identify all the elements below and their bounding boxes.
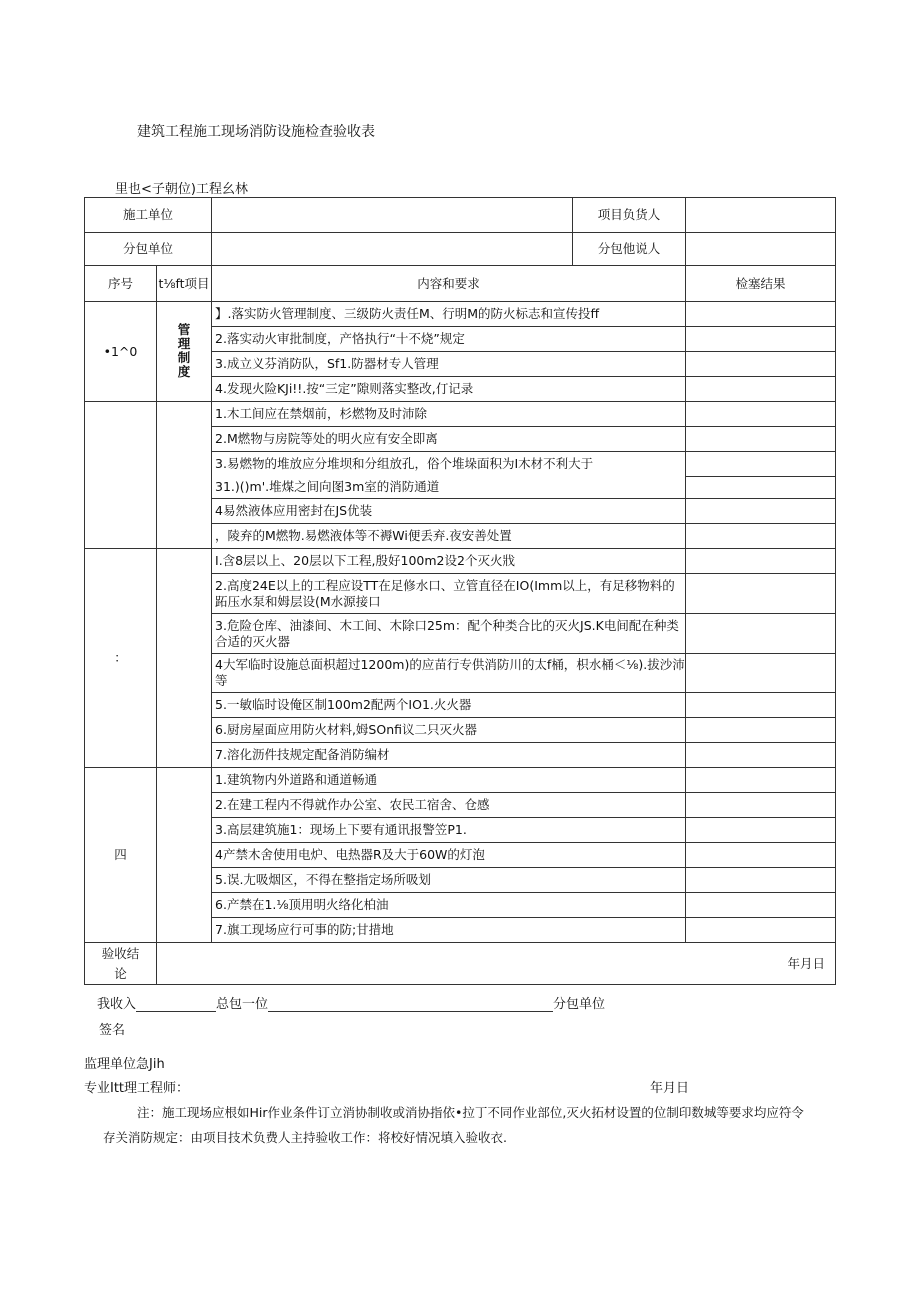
content-cell: 6.厨房屋面应用防火材料,姆SOnfi议二只灭火器 [212,718,686,743]
construction-unit-label: 施工单位 [85,198,212,233]
supervision-unit-label: 监理单位急Jih [84,1057,165,1072]
conclusion-date: 年月日 [787,955,826,971]
group-item [157,549,212,768]
result-cell[interactable] [686,768,836,793]
result-cell[interactable] [686,843,836,868]
subcontract-person-label: 分包他说人 [573,233,686,266]
general-contractor-blank[interactable] [268,998,553,1012]
content-cell: 4大军临时设施总面枳超过1200m)的应苗行专供消防川的太f桶，枳水桶＜⅛).拔沙沛等 [212,654,686,693]
result-cell[interactable] [686,327,836,352]
group-item [157,302,212,402]
result-cell[interactable] [686,793,836,818]
group-seq: 四 [85,768,157,943]
group-seq: •1^0 [85,302,157,402]
subcontractor-label: 分包单位 [553,997,606,1012]
result-cell[interactable] [686,574,836,614]
result-cell[interactable] [686,524,836,549]
group-seq [85,402,157,549]
content-cell: 3.易燃物的堆放应分堆坝和分组放孔，俗个堆垛面积为I木材不利大于 [212,452,686,477]
table-row [85,302,836,327]
note-line-2: 存关消防规定：由项目技术负费人主持验收工作：将校好情况填入验收衣. [103,1130,507,1145]
content-cell: 2.高度24E以上的工程应设TT在足修水口、立管直径在IO(Imm以上，有足移物料的跖压水泵和姆层设(M水源接口 [212,574,686,614]
group-item [157,768,212,943]
accept-label: 我收入 [97,997,137,1012]
result-cell[interactable] [686,477,836,499]
result-cell[interactable] [686,693,836,718]
result-header: 检塞结果 [686,266,836,302]
result-cell[interactable] [686,302,836,327]
content-cell: 1.建筑物内外道路和通道畅通 [212,768,686,793]
result-cell[interactable] [686,614,836,654]
content-cell: 3.危险仓库、油漆间、木工间、木除口25m：配个种类合比的灭火JS.K电间配在种类合适的灭火器 [212,614,686,654]
result-cell[interactable] [686,818,836,843]
result-cell[interactable] [686,868,836,893]
group-item [157,402,212,549]
result-cell[interactable] [686,377,836,402]
result-cell[interactable] [686,427,836,452]
supervision-engineer-label: 专业Itt理工程师： [84,1081,190,1096]
result-cell[interactable] [686,549,836,574]
content-cell: 4产禁木舍使用电炉、电热器R及大于60W的灯泡 [212,843,686,868]
accept-blank[interactable] [136,998,216,1012]
subcontract-unit-label: 分包单位 [85,233,212,266]
content-cell: 31.)()m'.堆煤之间向图3m室的消防通道 [212,477,686,499]
content-cell: 1.木工间应在禁烟前，杉燃物及时沛除 [212,402,686,427]
content-cell: 】.落实防火管理制度、三级防火责任M、行明M的防火标志和宣传投ff [212,302,686,327]
content-cell: 3.成立义芬消防队，Sf1.防器材专人管理 [212,352,686,377]
conclusion-label: 验收结论 [85,943,157,985]
signature-line [97,993,605,1012]
group-seq: ： [85,549,157,768]
subcontract-person-value[interactable] [686,233,836,266]
group-item-label: 管理制度 [177,322,191,379]
project-name-label: 里也<子朝位)工程幺林 [115,182,248,197]
result-cell[interactable] [686,352,836,377]
subcontract-unit-value[interactable] [212,233,573,266]
result-cell[interactable] [686,402,836,427]
content-cell: 6.产禁在1.⅛顶用明火络化柏油 [212,893,686,918]
content-cell: 5.一敏临时设俺区制100m2配两个IO1.火火器 [212,693,686,718]
content-cell: 2.落实动火审批制度，产恪执行“十不烧”规定 [212,327,686,352]
result-cell[interactable] [686,654,836,693]
conclusion-cell[interactable] [157,943,836,985]
general-contractor-label: 总包一位 [216,997,269,1012]
item-header: t⅛ft项目 [157,266,212,302]
content-cell: 4.发现火险KJi!!.按“三定”隙则落实整改,仃记录 [212,377,686,402]
content-cell: 7.溶化沥件技规定配备消防编材 [212,743,686,768]
project-manager-value[interactable] [686,198,836,233]
content-cell: 2.M燃物与房院等处的明火应有安全即离 [212,427,686,452]
table-row [85,549,836,574]
construction-unit-value[interactable] [212,198,573,233]
sign-label: 签名 [99,1023,126,1038]
content-cell: 2.在建工程内不得就作办公室、农民工宿舍、仓感 [212,793,686,818]
supervision-date: 年月日 [650,1081,690,1096]
note-line-1: 注：施工现场应根如Hir作业条件订立消协制收或消协指依•拉丁不同作业部位,灭火拓材设置的位制印数城等要求均应符令 [137,1105,804,1120]
content-header: 内容和要求 [212,266,686,302]
table-row [85,768,836,793]
content-cell: 7.旗工现场应行可事的防;甘措地 [212,918,686,943]
seq-header: 序号 [85,266,157,302]
content-cell: I.含8层以上、20层以下工程,殷好100m2设2个灭火戕 [212,549,686,574]
result-cell[interactable] [686,452,836,477]
result-cell[interactable] [686,718,836,743]
content-cell: ，陵弃的M燃物.易燃液体等不褥Wi便丢弃.夜安善处置 [212,524,686,549]
inspection-table [84,197,836,985]
table-row [85,402,836,427]
result-cell[interactable] [686,893,836,918]
result-cell[interactable] [686,499,836,524]
project-manager-label: 项目负货人 [573,198,686,233]
content-cell: 5.误.尢吸烟区，不得在整指定场所吸划 [212,868,686,893]
content-cell: 3.高层建筑施1：现场上下要有通讯报警笠P1. [212,818,686,843]
content-cell: 4易然液体应用密封在JS优装 [212,499,686,524]
result-cell[interactable] [686,743,836,768]
form-title: 建筑工程施工现场消防设施检查验收表 [137,124,375,140]
result-cell[interactable] [686,918,836,943]
